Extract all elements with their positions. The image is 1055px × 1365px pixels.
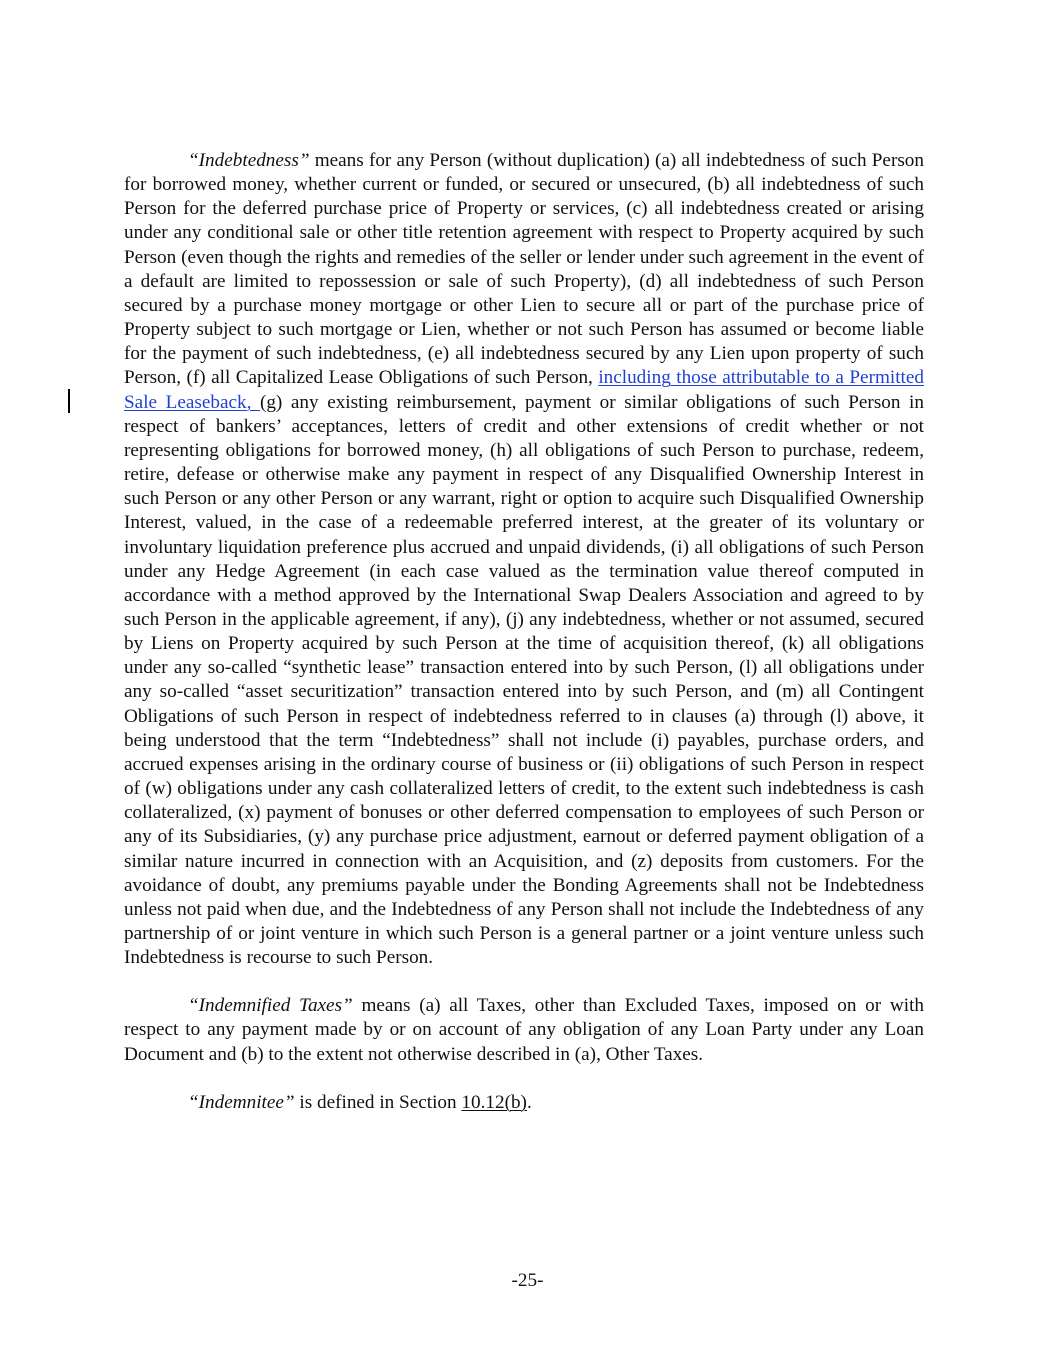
definition-text: means for any Person (without duplication) (a) all indebtedness of such Person for borrowed money, whether current or funded, or secured or unsecured, (b) all indebtedness of such Person for the deferred purchase price of Property or services, (c) all indebtedness created or arising under any conditional sale or other title retention agreement with respect to Property acquired by such Person (even though the rights and remedies of the seller or lender under such agreement in the event of a default are limited to repossession or sale of such Property), (d) all indebtedness of such Person secured by a purchase money mortgage or other Lien to secure all or part of the purchase price of Property subject to such mortgage or Lien, whether or not such Person has assumed or become liable for the payment of such indebtedness, (e) all indebtedness secured by any Lien upon property of such Person, (f) all Capitalized Lease Obligations of such Person,	[124, 150, 924, 389]
definition-text: is defined in Section	[294, 1091, 462, 1113]
definition-indebtedness	[124, 149, 924, 970]
defined-term: “Indemnitee”	[188, 1091, 295, 1113]
revision-change-bar	[68, 389, 70, 413]
page-number: -25-	[511, 1270, 544, 1291]
defined-term: “Indebtedness”	[188, 150, 310, 171]
definition-text-end: .	[526, 1091, 532, 1113]
definition-text: means (a) all Taxes, other than Excluded Taxes, imposed on or with respect to any payment made by or on account of any obligation of any Loan Party under any Loan Document and (b) to the extent not otherwise described in (a), Other Taxes.	[124, 995, 924, 1065]
section-cross-reference[interactable]: 10.12(b)	[461, 1091, 527, 1113]
definition-indemnitee	[124, 1091, 924, 1115]
definition-indemnified-taxes	[124, 994, 924, 1066]
page-body	[124, 149, 924, 1139]
inserted-revision-text: including those attributable to a Permitted Sale Leaseback,	[124, 367, 924, 413]
definition-text-continued: (g) any existing reimbursement, payment or similar obligations of such Person in respect of bankers’ acceptances, letters of credit and other extensions of credit whether or not representing obligations for borrowed money, (h) all obligations of such Person to purchase, redeem, retire, defease or otherwise make any payment in respect of any Disqualified Ownership Interest in such Person or any other Person or any warrant, right or option to acquire such Disqualified Ownership Interest, valued, in the case of a redeemable preferred interest, at the greater of its voluntary or involuntary liquidation preference plus accrued and unpaid dividends, (i) all obligations of such Person under any Hedge Agreement (in each case valued as the termination value thereof computed in accordance with a method approved by the International Swap Dealers Association and agreed to by such Person in the applicable agreement, if any), (j) any indebtedness, whether or not assumed, secured by Liens on Property acquired by such Person at the time of acquisition thereof, (k) all obligations under any so-called “synthetic lease” transaction entered into by such Person, (l) all obligations under any so-called “asset securitization” transaction entered into by such Person, and (m) all Contingent Obligations of such Person in respect of indebtedness referred to in clauses (a) through (l) above, it being understood that the term “Indebtedness” shall not include (i) payables, purchase orders, and accrued expenses arising in the ordinary course of business or (ii) obligations of such Person in respect of (w) obligations under any cash collateralized letters of credit, to the extent such indebtedness is cash collateralized, (x) payment of bonuses or other deferred compensation to employees of such Person or any of its Subsidiaries, (y) any purchase price adjustment, earnout or deferred payment obligation of a similar nature incurred in connection with an Acquisition, and (z) deposits from customers. For the avoidance of doubt, any premiums payable under the Bonding Agreements shall not be Indebtedness unless not paid when due, and the Indebtedness of any Person shall not include the Indebtedness of any partnership of or joint venture in which such Person is a general partner or a joint venture unless such Indebtedness is recourse to such Person.	[124, 391, 924, 969]
defined-term: “Indemnified Taxes”	[188, 995, 353, 1017]
